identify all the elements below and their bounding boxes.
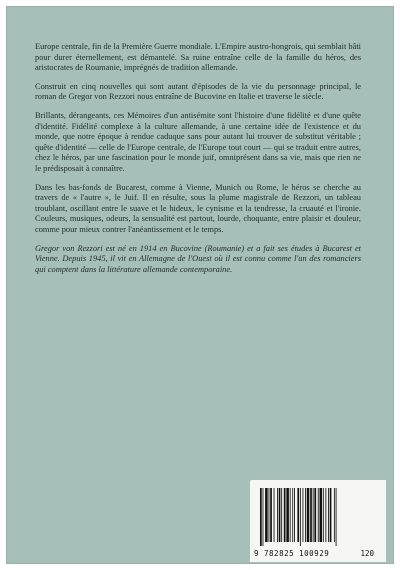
blurb-paragraph-3: Brillants, dérangeants, ces Mémoires d'un antisémite sont l'histoire d'une fidélité et d'une quête d'identité. Fidélité complexe à la culture allemande, à une certaine idée de l'existence et du monde, que notre époque à rendue caduque sans pour autant lui trouver de substitut véritable ; quête d'identité — celle de l'Europe centrale, de l'Europe tout court — qui se traduit entre autres, chez le héros, par une fascination pour le monde juif, omniprésent dans sa vie, mais que rien ne le prédisposait à connaître. bbox=[35, 110, 361, 173]
price-code: 120 bbox=[360, 549, 374, 558]
blurb-paragraph-4: Dans les bas-fonds de Bucarest, comme à Vienne, Munich ou Rome, le héros se cherche au travers de « l'autre », le Juif. Il en résulte, sous la plume magistrale de Rezzori, un tableau troublant, oscillant entre le suave et le hideux, le cynisme et la tendresse, la cruauté et l'ironie. Couleurs, musiques, odeurs, la sensualité est partout, lourde, choquante, entre plaisir et douleur, comme pour mieux contrer l'anéantissement et le temps. bbox=[35, 182, 361, 234]
blurb-paragraph-1: Europe centrale, fin de la Première Guerre mondiale. L'Empire austro-hongrois, qui semblait bâti pour durer éternellement, est démantelé. Sa ruine entraîne celle de la famille du héros, des aristocrates de Roumanie, imprégnés de tradition allemande. bbox=[35, 42, 361, 73]
barcode-area bbox=[250, 480, 386, 562]
blurb-paragraph-2: Construit en cinq nouvelles qui sont autant d'épisodes de la vie du personnage principal, le roman de Gregor von Rezzori nous entraîne de Bucovine en Italie et traverse le siècle. bbox=[35, 81, 361, 102]
author-bio: Gregor von Rezzori est né en 1914 en Bucovine (Roumanie) et a fait ses études à Bucarest et Vienne. Depuis 1945, il vit en Allemagne de l'Ouest où il est connu comme l'un des romanciers qui comptent dans la littérature allemande contemporaine. bbox=[35, 243, 361, 274]
back-cover bbox=[6, 6, 394, 564]
blurb-text bbox=[35, 42, 361, 283]
barcode-image bbox=[260, 488, 360, 546]
barcode-digits: 9 782825 100929 bbox=[254, 549, 330, 558]
